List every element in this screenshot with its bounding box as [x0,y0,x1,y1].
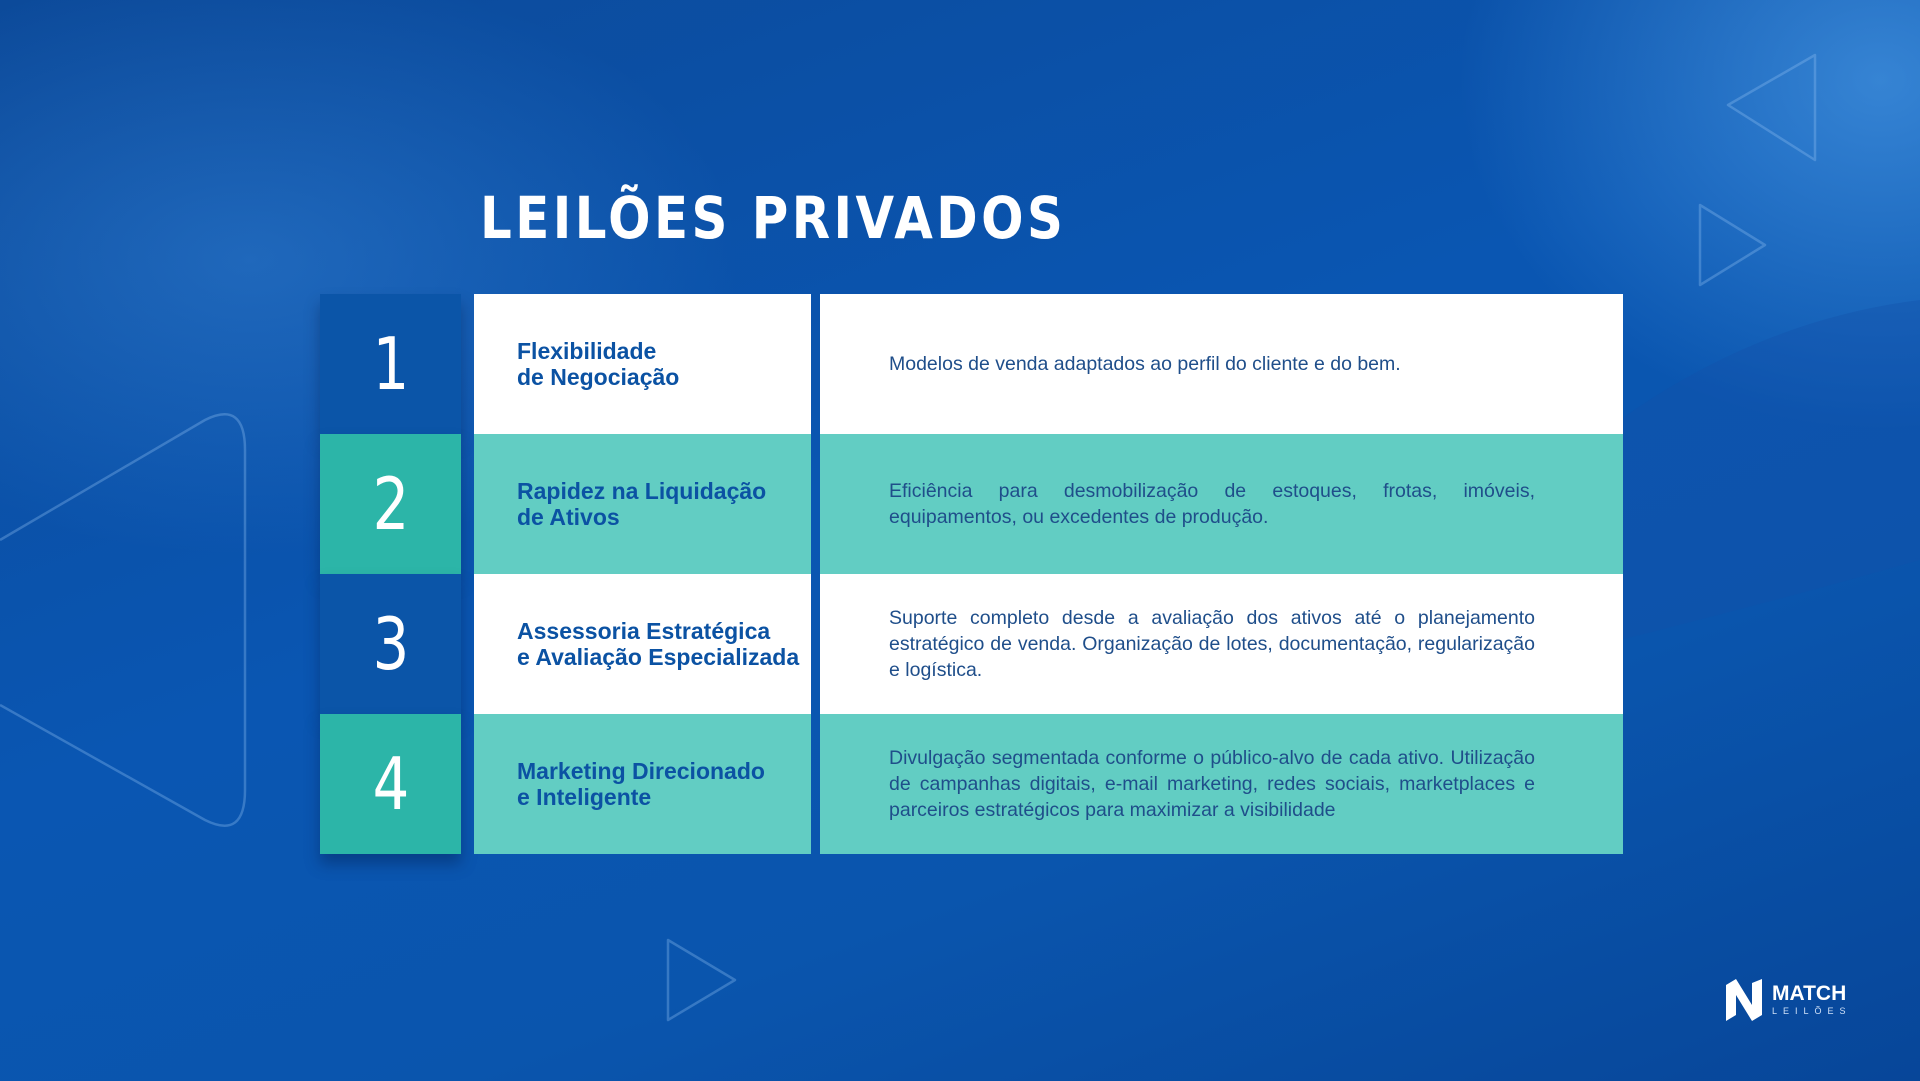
benefit-description-cell [820,574,1623,714]
table-row [320,574,1623,714]
row-number-badge: 1 [320,294,461,434]
triangle-outline-left [0,414,245,825]
triangle-outline-bottom [668,940,735,1020]
wave-shape-right [1620,300,1920,640]
table-row [320,294,1623,434]
benefit-name-cell [474,434,811,574]
benefit-description-cell [820,714,1623,854]
row-number-badge: 4 [320,714,461,854]
benefit-description: Modelos de venda adaptados ao perfil do cliente e do bem. [889,353,1401,375]
benefit-description: Suporte completo desde a avaliação dos ativos até o planejamento estratégico de venda. Organização de lotes, documentação, regularização e logística. [889,607,1535,681]
benefit-description-cell [820,434,1623,574]
benefit-name: Marketing Direcionado e Inteligente [517,758,765,810]
triangle-outline-top-right [1728,55,1815,160]
benefit-name: Flexibilidade de Negociação [517,338,680,390]
table-row [320,434,1623,574]
row-number-badge: 3 [320,574,461,714]
benefit-name-cell [474,714,811,854]
row-number-badge: 2 [320,434,461,574]
logo-subtitle: LEILÕES [1772,1006,1852,1016]
benefit-description: Eficiência para desmobilização de estoques, frotas, imóveis, equipamentos, ou excedentes de produção. [889,480,1535,528]
page-title: LEILÕES PRIVADOS [480,184,1067,252]
match-n-logo-icon [1722,975,1766,1025]
benefit-description-cell [820,294,1623,434]
triangle-outline-right [1700,205,1765,285]
benefit-name: Assessoria Estratégica e Avaliação Especializada [517,618,800,670]
logo-wordmark: MATCH [1772,982,1847,1005]
match-leiloes-logo [1722,975,1852,1025]
table-row [320,714,1623,854]
benefit-name: Rapidez na Liquidação de Ativos [517,478,767,530]
benefit-description: Divulgação segmentada conforme o público-alvo de cada ativo. Utilização de campanhas digitais, e-mail marketing, redes sociais, marketplaces e parceiros estratégicos para maximizar a visibilidade [889,747,1535,821]
benefit-name-cell [474,574,811,714]
benefits-table [320,294,1623,854]
benefit-name-cell [474,294,811,434]
